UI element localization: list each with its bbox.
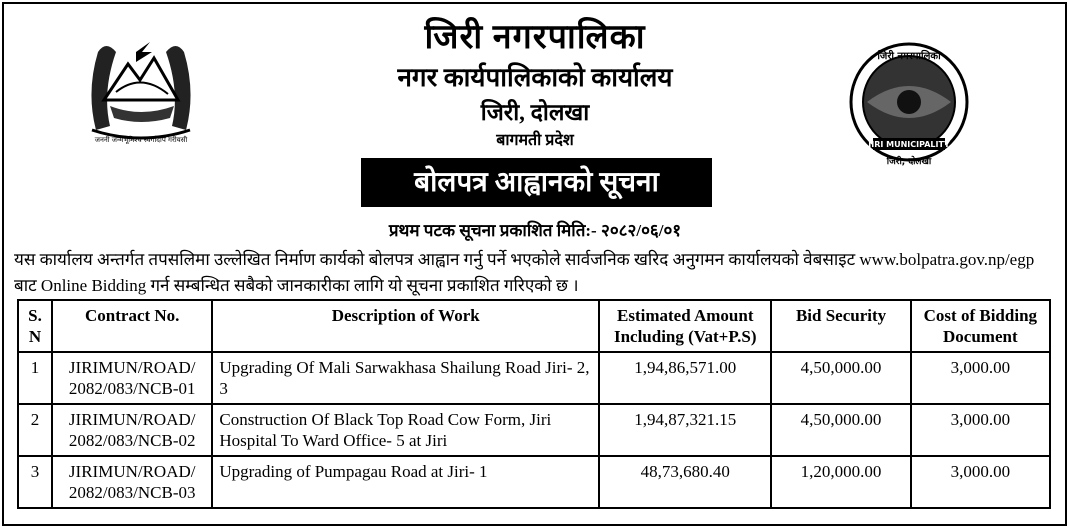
- notice-body: यस कार्यालय अन्तर्गत तपसलिमा उल्लेखित निर्माण कार्यको बोलपत्र आह्वान गर्नु पर्ने भएकोले सार्वजनिक खरिद अनुगमन कार्यालयको वेबसाइट www.bolpatra.gov.np/egp बाट Online Bidding गर्न सम्बन्धित सबैको जानकारीका लागि यो सूचना प्रकाशित गरिएको छ ।: [14, 250, 1035, 295]
- col-bid-security: Bid Security: [771, 300, 910, 352]
- seal-bottom-text: जिरी, दोलखा: [886, 157, 932, 167]
- jiri-municipality-seal-icon: [843, 40, 975, 170]
- cell-contract: JIRIMUN/ROAD/ 2082/083/NCB-01: [52, 352, 212, 404]
- table-row: [18, 352, 1050, 404]
- cell-description: Construction Of Black Top Road Cow Form, Jiri Hospital To Ward Office- 5 at Jiri: [212, 404, 599, 456]
- address: जिरी, दोलखा: [480, 100, 590, 125]
- table-header-row: [18, 300, 1050, 352]
- seal-top-text: जिरी नगरपालिका: [877, 51, 941, 62]
- cell-sn: 3: [18, 456, 52, 508]
- municipality-name: जिरी नगरपालिका: [424, 19, 646, 56]
- cell-amount: 1,94,87,321.15: [599, 404, 771, 456]
- bid-table: [17, 299, 1051, 509]
- cell-bid-security: 4,50,000.00: [771, 352, 910, 404]
- seal-english-text: JIRI MUNICIPALITY: [868, 140, 950, 149]
- publication-date-line: [250, 218, 820, 241]
- col-contract: Contract No.: [52, 300, 212, 352]
- cell-sn: 1: [18, 352, 52, 404]
- cell-description: Upgrading of Pumpagau Road at Jiri- 1: [212, 456, 599, 508]
- cell-cost: 3,000.00: [911, 352, 1050, 404]
- cell-contract: JIRIMUN/ROAD/ 2082/083/NCB-02: [52, 404, 212, 456]
- emblem-motto: जननी जन्मभूमिश्च स्वर्गादपि गरीयसी: [94, 136, 188, 144]
- nepal-emblem-icon: [76, 22, 206, 148]
- table-row: [18, 404, 1050, 456]
- cell-sn: 2: [18, 404, 52, 456]
- cell-amount: 1,94,86,571.00: [599, 352, 771, 404]
- cell-cost: 3,000.00: [911, 456, 1050, 508]
- table-row: [18, 456, 1050, 508]
- cell-bid-security: 4,50,000.00: [771, 404, 910, 456]
- publication-label: प्रथम पटक सूचना प्रकाशित मिति:-: [388, 221, 597, 240]
- cell-amount: 48,73,680.40: [599, 456, 771, 508]
- province: बागमती प्रदेश: [496, 132, 574, 149]
- notice-title: बोलपत्र आह्वानको सूचना: [361, 158, 712, 207]
- cell-cost: 3,000.00: [911, 404, 1050, 456]
- col-description: Description of Work: [212, 300, 599, 352]
- cell-bid-security: 1,20,000.00: [771, 456, 910, 508]
- cell-contract: JIRIMUN/ROAD/ 2082/083/NCB-03: [52, 456, 212, 508]
- col-cost: Cost of Bidding Document: [911, 300, 1050, 352]
- col-amount: Estimated Amount Including (Vat+P.S): [599, 300, 771, 352]
- office-name: नगर कार्यपालिकाको कार्यालय: [397, 63, 673, 92]
- col-sn: S. N: [18, 300, 52, 352]
- publication-date: २०८२/०६/०१: [600, 221, 682, 240]
- cell-description: Upgrading Of Mali Sarwakhasa Shailung Road Jiri- 2, 3: [212, 352, 599, 404]
